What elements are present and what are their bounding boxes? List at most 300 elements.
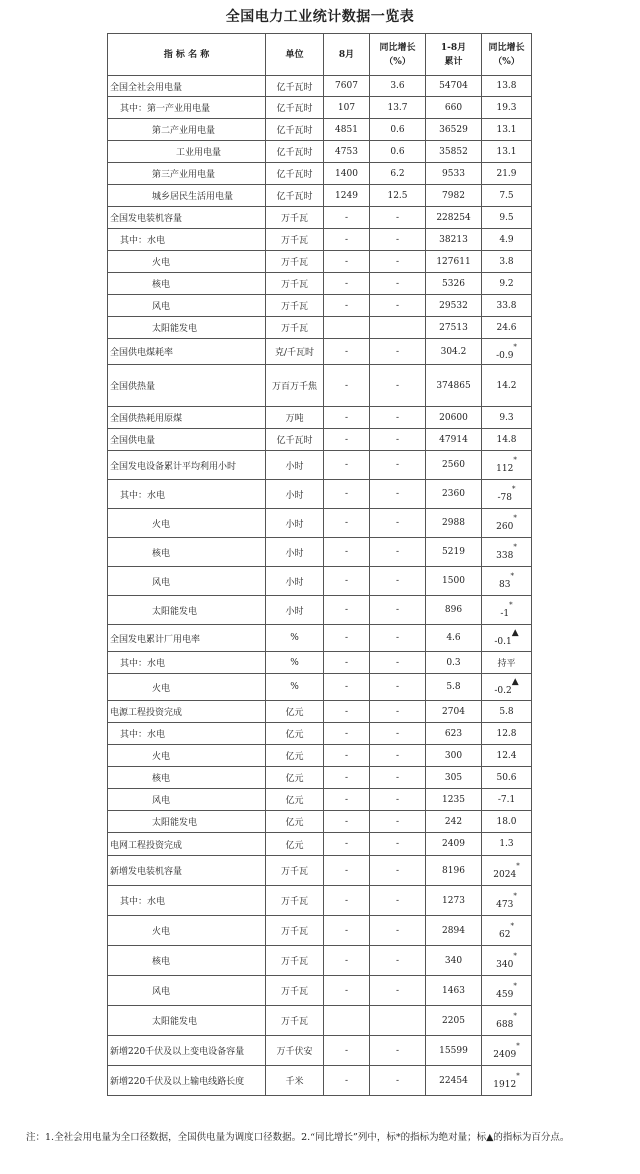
absolute-value-marker: * (513, 951, 517, 960)
indicator-name-cell: 风电 (108, 789, 266, 811)
month-yoy-cell: - (370, 273, 426, 295)
header-month: 8月 (324, 34, 370, 76)
cumulative-value-cell: 2894 (426, 916, 482, 946)
unit-cell: 亿元 (266, 701, 324, 723)
indicator-name-cell: 其中：水电 (108, 886, 266, 916)
header-yoy-cumulative-line1: 同比增长 (488, 42, 525, 53)
table-row (108, 407, 532, 429)
month-value-cell: - (324, 273, 370, 295)
indicator-name-cell: 核电 (108, 273, 266, 295)
cumulative-yoy-cell (482, 119, 532, 141)
table-row (108, 339, 532, 365)
month-yoy-cell: - (370, 886, 426, 916)
indicator-name-cell: 火电 (108, 509, 266, 538)
unit-cell: 小时 (266, 567, 324, 596)
table-row (108, 207, 532, 229)
table-row (108, 76, 532, 97)
month-value-cell: - (324, 625, 370, 652)
month-value-cell: - (324, 976, 370, 1006)
cumulative-yoy-value: 7.5 (499, 190, 514, 201)
cumulative-yoy-cell (482, 97, 532, 119)
cumulative-value-cell: 127611 (426, 251, 482, 273)
month-value-cell: - (324, 652, 370, 674)
table-row (108, 886, 532, 916)
month-yoy-cell: 13.7 (370, 97, 426, 119)
month-value-cell: 1400 (324, 163, 370, 185)
unit-cell: 万百万千焦 (266, 365, 324, 407)
month-value-cell: - (324, 407, 370, 429)
table-row (108, 745, 532, 767)
cumulative-value-cell: 22454 (426, 1066, 482, 1096)
table-row (108, 723, 532, 745)
indicator-name-cell: 电网工程投资完成 (108, 833, 266, 856)
header-yoy-month (370, 34, 426, 76)
indicator-name-cell: 全国供电煤耗率 (108, 339, 266, 365)
month-value-cell: - (324, 946, 370, 976)
table-row (108, 480, 532, 509)
cumulative-value-cell: 47914 (426, 429, 482, 451)
cumulative-yoy-value: 2409 (493, 1049, 517, 1060)
table-row (108, 429, 532, 451)
month-yoy-cell: - (370, 429, 426, 451)
unit-cell: 万千瓦 (266, 251, 324, 273)
cumulative-yoy-value: 4.9 (499, 234, 514, 245)
cumulative-yoy-cell (482, 317, 532, 339)
cumulative-yoy-cell (482, 273, 532, 295)
month-value-cell: 4851 (324, 119, 370, 141)
month-yoy-cell (370, 317, 426, 339)
unit-cell: 万千瓦 (266, 229, 324, 251)
cumulative-yoy-value: 1.3 (499, 839, 514, 849)
cumulative-yoy-cell (482, 251, 532, 273)
absolute-value-marker: * (513, 456, 517, 464)
table-row (108, 295, 532, 317)
statistics-table (107, 33, 532, 1096)
unit-cell: 亿元 (266, 811, 324, 833)
unit-cell: 万千瓦 (266, 295, 324, 317)
month-value-cell: - (324, 339, 370, 365)
cumulative-yoy-value: 14.2 (496, 380, 517, 391)
month-yoy-cell: 0.6 (370, 141, 426, 163)
cumulative-value-cell: 2409 (426, 833, 482, 856)
cumulative-yoy-value: 5.8 (499, 706, 514, 717)
unit-cell: 万千瓦 (266, 317, 324, 339)
cumulative-yoy-value: 62 (499, 929, 511, 940)
month-value-cell: - (324, 745, 370, 767)
header-row (108, 34, 532, 76)
cumulative-value-cell: 7982 (426, 185, 482, 207)
cumulative-value-cell: 54704 (426, 76, 482, 97)
month-value-cell (324, 1006, 370, 1036)
cumulative-value-cell: 15599 (426, 1036, 482, 1066)
month-yoy-cell: - (370, 916, 426, 946)
month-yoy-cell: - (370, 567, 426, 596)
cumulative-yoy-value: 13.8 (496, 81, 517, 91)
month-yoy-cell: - (370, 1066, 426, 1096)
percentage-point-marker: ▲ (511, 677, 519, 687)
footnote: 注：1.全社会用电量为全口径数据，全国供电量为调度口径数据。2.“同比增长”列中，标*的指标为绝对量；标▲的指标为百分点。 (26, 1132, 570, 1143)
indicator-name-cell: 全国供热量 (108, 365, 266, 407)
month-value-cell: - (324, 1036, 370, 1066)
header-yoy-month-line2: （%） (384, 56, 411, 67)
cumulative-yoy-value: 260 (496, 522, 514, 532)
cumulative-yoy-value: 13.1 (496, 146, 517, 157)
table-row (108, 1006, 532, 1036)
month-yoy-cell: 0.6 (370, 119, 426, 141)
cumulative-value-cell: 5219 (426, 538, 482, 567)
month-yoy-cell: - (370, 1036, 426, 1066)
month-yoy-cell (370, 1006, 426, 1036)
cumulative-yoy-value: -0.2 (494, 686, 512, 696)
table-row (108, 163, 532, 185)
table-row (108, 538, 532, 567)
cumulative-yoy-cell (482, 856, 532, 886)
absolute-value-marker: * (512, 485, 516, 493)
cumulative-value-cell: 2205 (426, 1006, 482, 1036)
cumulative-value-cell: 896 (426, 596, 482, 625)
table-row (108, 119, 532, 141)
month-yoy-cell: - (370, 674, 426, 701)
cumulative-yoy-value: 3.8 (499, 256, 514, 267)
cumulative-value-cell: 35852 (426, 141, 482, 163)
cumulative-yoy-cell (482, 76, 532, 97)
cumulative-value-cell: 29532 (426, 295, 482, 317)
month-value-cell: - (324, 538, 370, 567)
cumulative-yoy-value: 9.3 (499, 412, 514, 423)
month-yoy-cell: - (370, 856, 426, 886)
month-value-cell: - (324, 674, 370, 701)
cumulative-value-cell: 300 (426, 745, 482, 767)
absolute-value-marker: * (513, 342, 517, 351)
month-yoy-cell: - (370, 833, 426, 856)
month-yoy-cell: - (370, 976, 426, 1006)
table-row (108, 185, 532, 207)
table-row (108, 317, 532, 339)
month-yoy-cell: - (370, 596, 426, 625)
month-value-cell: - (324, 1066, 370, 1096)
month-value-cell: - (324, 509, 370, 538)
indicator-name-cell: 太阳能发电 (108, 811, 266, 833)
unit-cell: 小时 (266, 596, 324, 625)
cumulative-yoy-value: 12.8 (496, 728, 517, 739)
month-yoy-cell: - (370, 723, 426, 745)
page-title: 全国电力工业统计数据一览表 (225, 9, 415, 25)
cumulative-value-cell: 9533 (426, 163, 482, 185)
cumulative-yoy-cell (482, 1006, 532, 1036)
cumulative-yoy-cell (482, 625, 532, 652)
indicator-name-cell: 全国发电累计厂用电率 (108, 625, 266, 652)
cumulative-yoy-cell (482, 538, 532, 567)
cumulative-yoy-value: 24.6 (496, 322, 517, 333)
cumulative-yoy-value: -7.1 (497, 794, 516, 805)
unit-cell: 亿元 (266, 833, 324, 856)
month-yoy-cell: - (370, 789, 426, 811)
month-yoy-cell: - (370, 509, 426, 538)
indicator-name-cell: 新增发电装机容量 (108, 856, 266, 886)
indicator-name-cell: 全国发电设备累计平均利用小时 (108, 451, 266, 480)
month-yoy-cell: - (370, 652, 426, 674)
cumulative-value-cell: 1235 (426, 789, 482, 811)
cumulative-yoy-cell (482, 916, 532, 946)
indicator-name-cell: 新增220千伏及以上变电设备容量 (108, 1036, 266, 1066)
unit-cell: % (266, 652, 324, 674)
cumulative-yoy-cell (482, 886, 532, 916)
table-row (108, 625, 532, 652)
header-cumulative-line2: 累计 (444, 56, 463, 67)
cumulative-value-cell: 374865 (426, 365, 482, 407)
cumulative-yoy-value: 340 (496, 959, 514, 970)
cumulative-yoy-cell (482, 745, 532, 767)
cumulative-yoy-value: -0.9 (496, 350, 514, 361)
month-yoy-cell: - (370, 295, 426, 317)
cumulative-yoy-cell (482, 365, 532, 407)
cumulative-yoy-value: -1 (500, 609, 510, 619)
indicator-name-cell: 全国发电装机容量 (108, 207, 266, 229)
cumulative-yoy-value: 83 (499, 580, 511, 590)
absolute-value-marker: * (510, 572, 514, 580)
month-yoy-cell: - (370, 207, 426, 229)
indicator-name-cell: 火电 (108, 745, 266, 767)
table-row (108, 701, 532, 723)
header-cumulative-line1: 1-8月 (440, 42, 467, 53)
cumulative-yoy-cell (482, 229, 532, 251)
cumulative-yoy-cell (482, 789, 532, 811)
absolute-value-marker: * (510, 921, 514, 930)
indicator-name-cell: 风电 (108, 295, 266, 317)
month-yoy-cell: - (370, 946, 426, 976)
month-value-cell: - (324, 480, 370, 509)
table-row (108, 365, 532, 407)
table-row (108, 652, 532, 674)
unit-cell: 亿千瓦时 (266, 429, 324, 451)
unit-cell: 万千瓦 (266, 207, 324, 229)
cumulative-value-cell: 1463 (426, 976, 482, 1006)
cumulative-value-cell: 27513 (426, 317, 482, 339)
absolute-value-marker: * (513, 981, 517, 990)
table-row (108, 451, 532, 480)
absolute-value-marker: * (516, 1041, 520, 1050)
cumulative-value-cell: 0.3 (426, 652, 482, 674)
cumulative-yoy-cell (482, 946, 532, 976)
indicator-name-cell: 风电 (108, 976, 266, 1006)
month-yoy-cell: - (370, 451, 426, 480)
table-row (108, 946, 532, 976)
cumulative-yoy-cell (482, 451, 532, 480)
cumulative-yoy-cell (482, 407, 532, 429)
indicator-name-cell: 电源工程投资完成 (108, 701, 266, 723)
table-row (108, 229, 532, 251)
unit-cell: 亿千瓦时 (266, 163, 324, 185)
month-yoy-cell: - (370, 625, 426, 652)
month-yoy-cell: - (370, 811, 426, 833)
indicator-name-cell: 太阳能发电 (108, 317, 266, 339)
absolute-value-marker: * (513, 543, 517, 551)
month-value-cell: - (324, 295, 370, 317)
cumulative-value-cell: 8196 (426, 856, 482, 886)
cumulative-yoy-value: 50.6 (496, 772, 517, 783)
cumulative-yoy-cell (482, 1066, 532, 1096)
cumulative-value-cell: 660 (426, 97, 482, 119)
table-row (108, 856, 532, 886)
absolute-value-marker: * (513, 1011, 517, 1020)
unit-cell: % (266, 674, 324, 701)
cumulative-value-cell: 228254 (426, 207, 482, 229)
table-row (108, 1036, 532, 1066)
unit-cell: 亿元 (266, 723, 324, 745)
unit-cell: 万千瓦 (266, 916, 324, 946)
cumulative-yoy-value: 9.2 (499, 278, 514, 289)
cumulative-yoy-cell (482, 833, 532, 856)
unit-cell: 亿元 (266, 789, 324, 811)
unit-cell: 万吨 (266, 407, 324, 429)
month-yoy-cell: - (370, 480, 426, 509)
indicator-name-cell: 火电 (108, 251, 266, 273)
cumulative-yoy-value: -0.1 (494, 637, 512, 647)
cumulative-value-cell: 2988 (426, 509, 482, 538)
cumulative-yoy-value: 473 (496, 899, 514, 910)
table-row (108, 567, 532, 596)
month-yoy-cell: 3.6 (370, 76, 426, 97)
header-unit: 单位 (266, 34, 324, 76)
absolute-value-marker: * (509, 601, 513, 609)
month-value-cell: 107 (324, 97, 370, 119)
absolute-value-marker: * (513, 514, 517, 522)
header-yoy-cumulative (482, 34, 532, 76)
indicator-name-cell: 全国供热耗用原煤 (108, 407, 266, 429)
cumulative-yoy-cell (482, 767, 532, 789)
indicator-name-cell: 太阳能发电 (108, 1006, 266, 1036)
indicator-name-cell: 风电 (108, 567, 266, 596)
month-value-cell: - (324, 567, 370, 596)
month-value-cell: - (324, 916, 370, 946)
indicator-name-cell: 全国供电量 (108, 429, 266, 451)
unit-cell: 亿千瓦时 (266, 141, 324, 163)
cumulative-yoy-cell (482, 141, 532, 163)
month-value-cell: - (324, 251, 370, 273)
unit-cell: 万千瓦 (266, 273, 324, 295)
table-row (108, 596, 532, 625)
month-value-cell: - (324, 856, 370, 886)
month-value-cell: - (324, 596, 370, 625)
month-yoy-cell: 6.2 (370, 163, 426, 185)
month-yoy-cell: - (370, 745, 426, 767)
unit-cell: 万千瓦 (266, 886, 324, 916)
indicator-name-cell: 太阳能发电 (108, 596, 266, 625)
unit-cell: 亿元 (266, 745, 324, 767)
unit-cell: 小时 (266, 538, 324, 567)
cumulative-value-cell: 1273 (426, 886, 482, 916)
unit-cell: 亿千瓦时 (266, 76, 324, 97)
cumulative-value-cell: 242 (426, 811, 482, 833)
cumulative-yoy-cell (482, 185, 532, 207)
month-value-cell: - (324, 451, 370, 480)
unit-cell: 万千瓦 (266, 946, 324, 976)
month-value-cell: - (324, 229, 370, 251)
month-value-cell: - (324, 789, 370, 811)
month-yoy-cell: - (370, 407, 426, 429)
cumulative-yoy-cell (482, 1036, 532, 1066)
cumulative-yoy-value: 459 (496, 989, 514, 1000)
table-row (108, 141, 532, 163)
indicator-name-cell: 核电 (108, 767, 266, 789)
indicator-name-cell: 其中：水电 (108, 480, 266, 509)
unit-cell: 千米 (266, 1066, 324, 1096)
cumulative-value-cell: 340 (426, 946, 482, 976)
month-value-cell: 1249 (324, 185, 370, 207)
table-row (108, 789, 532, 811)
cumulative-value-cell: 5326 (426, 273, 482, 295)
month-yoy-cell: - (370, 701, 426, 723)
unit-cell: 小时 (266, 451, 324, 480)
cumulative-value-cell: 304.2 (426, 339, 482, 365)
cumulative-value-cell: 1500 (426, 567, 482, 596)
month-value-cell: - (324, 767, 370, 789)
month-value-cell: 7607 (324, 76, 370, 97)
table-row (108, 674, 532, 701)
cumulative-value-cell: 305 (426, 767, 482, 789)
cumulative-yoy-value: 688 (496, 1019, 514, 1030)
month-value-cell (324, 317, 370, 339)
cumulative-yoy-value: 持平 (497, 659, 516, 669)
unit-cell: 万千瓦 (266, 1006, 324, 1036)
header-yoy-cumulative-line2: （%） (493, 56, 520, 67)
month-value-cell: - (324, 833, 370, 856)
table-row (108, 251, 532, 273)
indicator-name-cell: 城乡居民生活用电量 (108, 185, 266, 207)
unit-cell: 亿千瓦时 (266, 97, 324, 119)
cumulative-yoy-cell (482, 723, 532, 745)
cumulative-value-cell: 5.8 (426, 674, 482, 701)
cumulative-yoy-value: -78 (497, 493, 512, 503)
month-yoy-cell: - (370, 538, 426, 567)
cumulative-yoy-cell (482, 339, 532, 365)
table-row (108, 273, 532, 295)
unit-cell: 小时 (266, 509, 324, 538)
table-row (108, 97, 532, 119)
indicator-name-cell: 其中：水电 (108, 229, 266, 251)
cumulative-value-cell: 38213 (426, 229, 482, 251)
month-value-cell: - (324, 701, 370, 723)
unit-cell: 小时 (266, 480, 324, 509)
table-row (108, 833, 532, 856)
unit-cell: 亿千瓦时 (266, 119, 324, 141)
cumulative-value-cell: 2360 (426, 480, 482, 509)
table-row (108, 811, 532, 833)
indicator-name-cell: 核电 (108, 538, 266, 567)
unit-cell: 亿元 (266, 767, 324, 789)
cumulative-yoy-cell (482, 567, 532, 596)
indicator-name-cell: 第二产业用电量 (108, 119, 266, 141)
cumulative-value-cell: 2704 (426, 701, 482, 723)
cumulative-yoy-cell (482, 701, 532, 723)
unit-cell: 亿千瓦时 (266, 185, 324, 207)
table-body (108, 76, 532, 1096)
header-name: 指 标 名 称 (108, 34, 266, 76)
cumulative-yoy-cell (482, 429, 532, 451)
cumulative-yoy-cell (482, 207, 532, 229)
cumulative-yoy-value: 1912 (493, 1079, 517, 1090)
absolute-value-marker: * (516, 1071, 520, 1080)
month-value-cell: 4753 (324, 141, 370, 163)
month-value-cell: - (324, 723, 370, 745)
cumulative-yoy-cell (482, 596, 532, 625)
cumulative-yoy-value: 9.5 (499, 212, 514, 223)
indicator-name-cell: 第三产业用电量 (108, 163, 266, 185)
unit-cell: 克/千瓦时 (266, 339, 324, 365)
indicator-name-cell: 火电 (108, 674, 266, 701)
table-row (108, 509, 532, 538)
header-cumulative (426, 34, 482, 76)
